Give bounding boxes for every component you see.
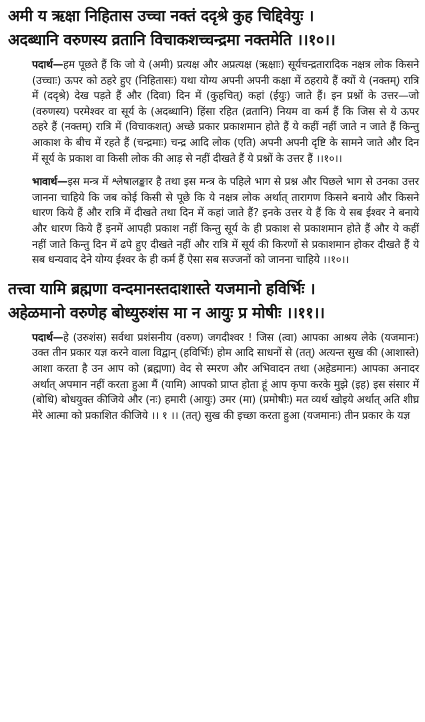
padartha-11-label: पदार्थ— [32,331,64,344]
mantra-10-line-1: अमी य ऋक्षा निहितास उच्चा नक्तं ददृश्रे कुह चिद्दिवेयुः । [8,7,314,25]
mantra-11-line-1: तत्त्वा यामि ब्रह्मणा वन्दमानस्तदाशास्ते यजमानो हविर्भिः । [8,279,316,298]
padartha-11-paragraph [8,331,419,425]
mantra-11-line-2: अहेळमानो वरुणेह बोध्युरुशंस मा न आयुः प्र मोषीः ।।११।। [8,303,325,322]
bhavartha-10-text: इस मन्त्र में श्लेषालङ्कार है तथा इस मन्त्र के पहिले भाग से प्रश्न और पिछले भाग से उनका उत्तर जानना चाहिये कि जब कोई किसी से पूछे कि ये नक्षत्र लोक अर्थात् तारागण किसने बनाये और किसने धारण किये हैं और रात्रि में दीखते तथा दिन में कहां जाते हैं? इनके उत्तर ये हैं कि ये सब ईश्वर ने बनाये और धारण किये हैं इनमें आपही प्रकाश नहीं किन्तु सूर्य के ही प्रकाश से प्रकाशमान होते हैं और ये कहीं नहीं जाते किन्तु दिन में ढपे हुए दीखते नहीं और रात्रि में सूर्य की किरणों से प्रकाशमान होकर दीखते हैं ये सब धन्यवाद देने योग्य ईश्वर के ही कर्म हैं ऐसा सब सज्जनों को जानना चाहिये ।।१०।। [32,176,419,267]
padartha-10-paragraph [8,58,419,167]
padartha-10-label: पदार्थ— [32,59,64,71]
padartha-11-text: हे (उरुशंस) सर्वथा प्रशंसनीय (वरुण) जगदीश्वर ! जिस (त्वा) आपका आश्रय लेके (यजमानः) उक्त तीन प्रकार यज्ञ करने वाला विद्वान् (हविर्भिः) होम आदि साधनों से (तत्) अत्यन्त सुख की (आशास्ते) आशा करता है उन आप को (ब्रह्मणा) वेद से स्मरण और अभिवादन तथा (अहेडमानः) आपका अनादर अर्थात् अपमान नहीं करता हुआ मैं (यामि) आपको प्राप्त होता हूं आप कृपा करके मुझे (इह) इस संसार में (बोधि) बोधयुक्त कीजिये और (नः) हमारी (आयुः) उमर (मा) (प्रमोषीः) मत व्यर्थ खोइये अर्थात् अति शीघ्र मेरे आत्मा को प्रकाशित कीजिये ।। १ ।। (तत्) सुख की इच्छा करता हुआ (यजमानः) तीन प्रकार के यज्ञ [32,331,419,422]
bhavartha-10-label: भावार्थ— [32,176,68,189]
mantra-10-line-2: अदब्धानि वरुणस्य व्रतानि विचाकशच्चन्द्रमा नक्तमेति ।।१०।। [8,31,336,49]
padartha-10-text: हम पूछते हैं कि जो ये (अमी) प्रत्यक्ष और अप्रत्यक्ष (ऋक्षाः) सूर्यचन्द्रतारादिक नक्षत्र लोक किसने (उच्चाः) ऊपर को ठहरे हुए (निहितासः) यथा योग्य अपनी अपनी कक्षा में ठहराये हैं क्यों ये (नक्तम्) रात्रि में (ददृश्रे) देख पड़ते हैं और (दिवा) दिन में (कुहचित्) कहां (ईयुः) जाते हैं। इन प्रश्नों के उत्तर—जो (वरुणस्य) परमेश्वर वा सूर्य के (अदब्धानि) हिंसा रहित (व्रतानि) नियम वा कर्म हैं कि जिस से ये ऊपर ठहरे हैं (नक्तम्) रात्रि में (विचाकशत्) अच्छे प्रकार प्रकाशमान होते हैं ये कहीं नहीं जाते न जाते हैं किन्तु आकाश के बीच में रहते हैं (चन्द्रमाः) चन्द्र आदि लोक (एति) अपनी अपनी दृष्टि के सामने जाते और दिन में सूर्य के प्रकाश वा किसी लोक की आड़ से नहीं दीखते हैं ये प्रश्नों के उत्तर हैं ।।१०।। [32,59,419,165]
bhavartha-10-paragraph [8,175,419,269]
